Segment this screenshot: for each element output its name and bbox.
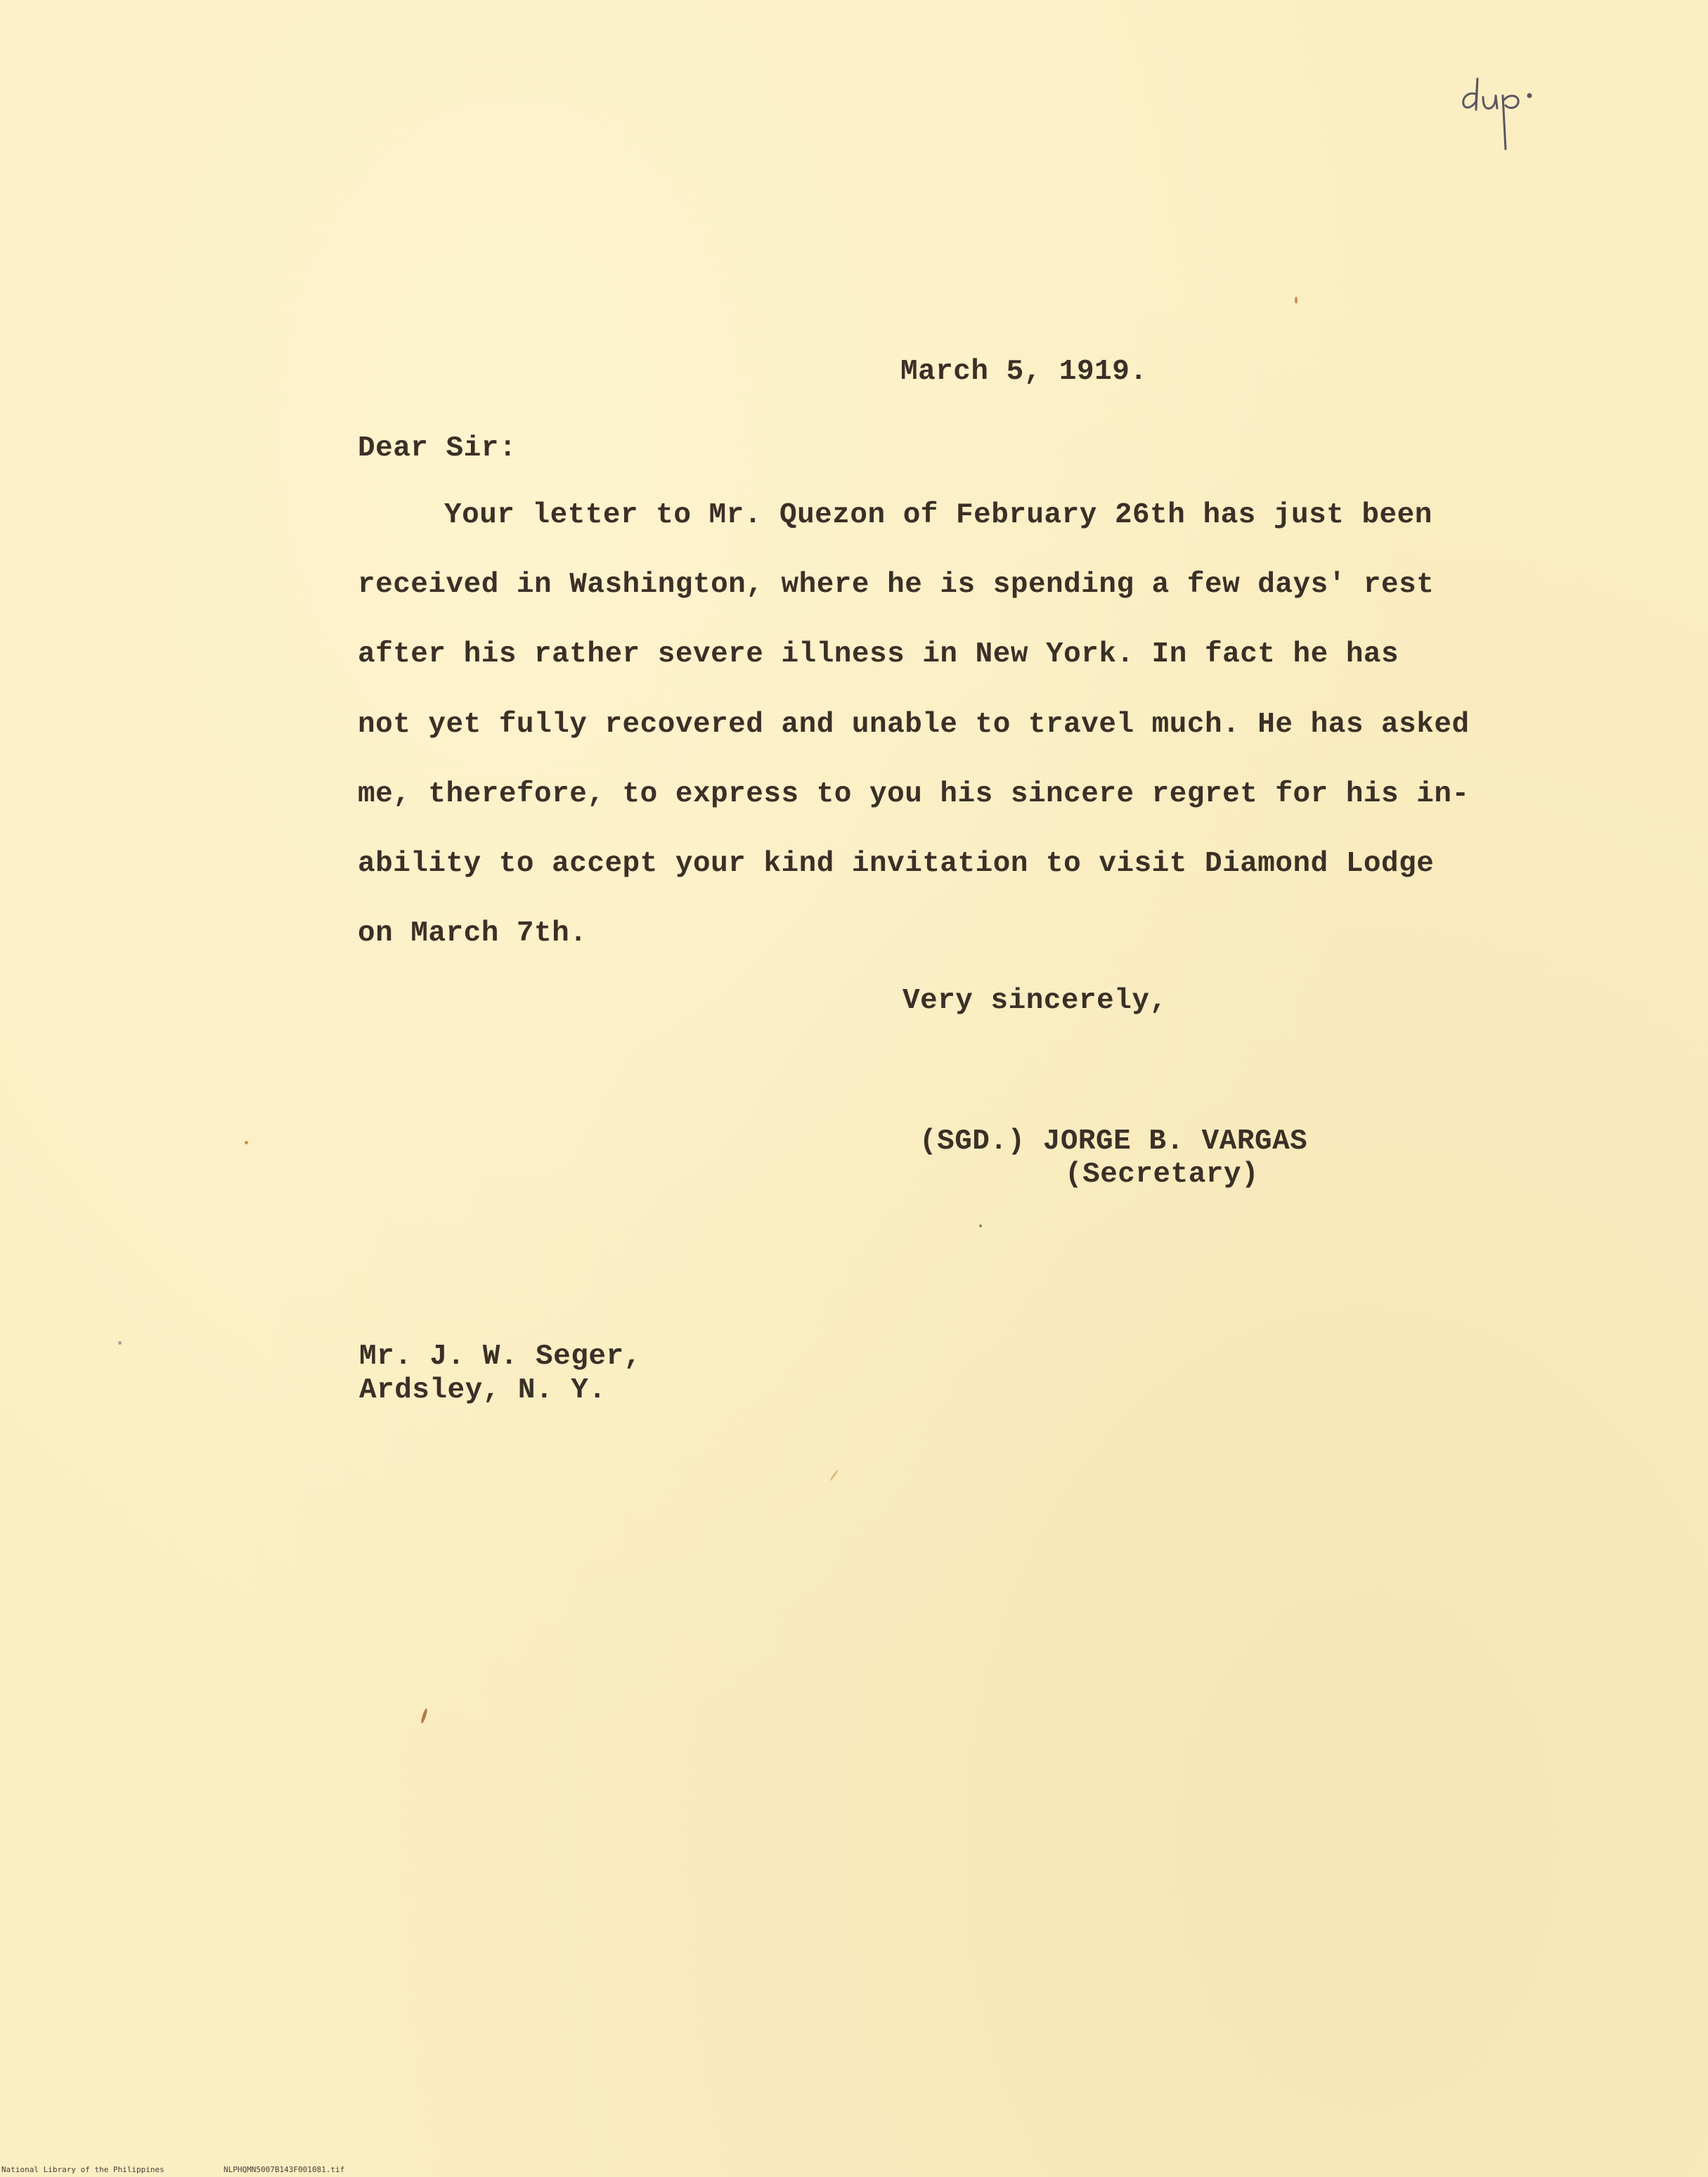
body-line: Your letter to Mr. Quezon of February 26th has just been <box>444 499 1432 531</box>
signature-title: (Secretary) <box>1065 1158 1260 1191</box>
body-line: after his rather severe illness in New York. In fact he has <box>358 638 1399 671</box>
footer-file-id: NLPHQMN5007B143F001081.tif <box>224 2165 345 2174</box>
body-line: on March 7th. <box>358 917 588 950</box>
handwritten-annotation <box>1456 65 1555 170</box>
body-line: me, therefore, to express to you his sincere regret for his in- <box>358 778 1470 810</box>
body-line: ability to accept your kind invitation to visit Diamond Lodge <box>358 848 1435 880</box>
letter-closing: Very sincerely, <box>902 985 1167 1017</box>
paper-speck <box>420 1708 429 1724</box>
paper-speck <box>1295 297 1298 304</box>
paper-speck <box>829 1470 839 1481</box>
recipient-name: Mr. J. W. Seger, <box>359 1341 642 1373</box>
letter-date: March 5, 1919. <box>900 356 1148 388</box>
signature-name: (SGD.) JORGE B. VARGAS <box>919 1125 1308 1158</box>
paper-speck <box>118 1341 122 1345</box>
letter-salutation: Dear Sir: <box>358 432 517 465</box>
recipient-address: Ardsley, N. Y. <box>359 1374 607 1407</box>
footer-institution: National Library of the Philippines <box>1 2165 164 2174</box>
body-line: received in Washington, where he is spending a few days' rest <box>358 569 1435 601</box>
paper-speck <box>245 1141 248 1144</box>
paper-speck <box>979 1225 982 1227</box>
body-line: not yet fully recovered and unable to travel much. He has asked <box>358 709 1470 741</box>
